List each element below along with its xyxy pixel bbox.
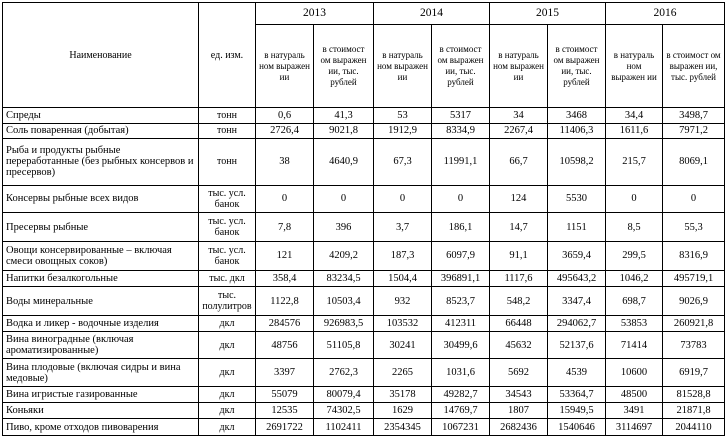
row-unit: тыс. полулитров <box>199 287 256 316</box>
row-value: 45632 <box>490 331 548 359</box>
row-value: 3347,4 <box>548 287 606 316</box>
row-value: 2682436 <box>490 419 548 436</box>
row-name: Водка и ликер - водочные изделия <box>3 316 199 332</box>
row-value: 81528,8 <box>663 387 725 403</box>
row-value: 3659,4 <box>548 242 606 271</box>
row-value: 55079 <box>256 387 314 403</box>
row-value: 66,7 <box>490 139 548 186</box>
table-row <box>3 402 725 419</box>
row-value: 358,4 <box>256 270 314 287</box>
row-value: 52137,6 <box>548 331 606 359</box>
row-value: 121 <box>256 242 314 271</box>
table-row <box>3 123 725 139</box>
row-name: Вина игристые газированные <box>3 387 199 403</box>
row-value: 80079,4 <box>314 387 374 403</box>
row-value: 932 <box>374 287 432 316</box>
row-value: 0 <box>663 185 725 213</box>
header-value-2016: в стоимост ом выражен ии, тыс. рублей <box>663 25 725 108</box>
row-value: 260921,8 <box>663 316 725 332</box>
row-value: 0 <box>606 185 663 213</box>
row-value: 6097,9 <box>432 242 490 271</box>
row-value: 2265 <box>374 359 432 387</box>
row-value: 14,7 <box>490 213 548 242</box>
row-value: 74302,5 <box>314 402 374 419</box>
row-value: 1046,2 <box>606 270 663 287</box>
row-name: Пиво, кроме отходов пивоварения <box>3 419 199 436</box>
row-value: 34543 <box>490 387 548 403</box>
row-value: 2267,4 <box>490 123 548 139</box>
row-value: 1912,9 <box>374 123 432 139</box>
row-name: Вина виноградные (включая ароматизированные) <box>3 331 199 359</box>
row-value: 53853 <box>606 316 663 332</box>
row-value: 0 <box>314 185 374 213</box>
row-unit: дкл <box>199 316 256 332</box>
row-value: 3491 <box>606 402 663 419</box>
row-value: 5530 <box>548 185 606 213</box>
row-value: 30499,6 <box>432 331 490 359</box>
row-value: 1102411 <box>314 419 374 436</box>
row-unit: тонн <box>199 123 256 139</box>
row-value: 4209,2 <box>314 242 374 271</box>
table-row <box>3 331 725 359</box>
row-value: 8069,1 <box>663 139 725 186</box>
row-value: 11991,1 <box>432 139 490 186</box>
row-value: 294062,7 <box>548 316 606 332</box>
row-value: 10503,4 <box>314 287 374 316</box>
row-value: 34 <box>490 108 548 124</box>
row-value: 396 <box>314 213 374 242</box>
table-row <box>3 387 725 403</box>
row-value: 51105,8 <box>314 331 374 359</box>
row-name: Воды минеральные <box>3 287 199 316</box>
header-natural-2016: в натураль ном выражен ии <box>606 25 663 108</box>
row-value: 215,7 <box>606 139 663 186</box>
header-year-2014: 2014 <box>374 3 490 25</box>
row-value: 1807 <box>490 402 548 419</box>
row-name: Рыба и продукты рыбные переработанные (без рыбных консервов и пресервов) <box>3 139 199 186</box>
row-value: 4539 <box>548 359 606 387</box>
row-name: Напитки безалкогольные <box>3 270 199 287</box>
row-value: 0 <box>432 185 490 213</box>
row-value: 1611,6 <box>606 123 663 139</box>
row-value: 38 <box>256 139 314 186</box>
row-value: 55,3 <box>663 213 725 242</box>
table-row <box>3 287 725 316</box>
row-name: Спреды <box>3 108 199 124</box>
table-row <box>3 242 725 271</box>
header-year-2016: 2016 <box>606 3 725 25</box>
row-value: 9026,9 <box>663 287 725 316</box>
row-value: 53364,7 <box>548 387 606 403</box>
row-value: 53 <box>374 108 432 124</box>
row-value: 83234,5 <box>314 270 374 287</box>
header-natural-2013: в натураль ном выражен ии <box>256 25 314 108</box>
row-value: 187,3 <box>374 242 432 271</box>
row-value: 48756 <box>256 331 314 359</box>
row-value: 21871,8 <box>663 402 725 419</box>
row-value: 396891,1 <box>432 270 490 287</box>
row-unit: тыс. усл. банок <box>199 185 256 213</box>
row-value: 91,1 <box>490 242 548 271</box>
row-value: 299,5 <box>606 242 663 271</box>
row-value: 3498,7 <box>663 108 725 124</box>
row-value: 34,4 <box>606 108 663 124</box>
table-row <box>3 139 725 186</box>
row-value: 10598,2 <box>548 139 606 186</box>
row-value: 49282,7 <box>432 387 490 403</box>
table-row <box>3 108 725 124</box>
header-value-2015: в стоимост ом выражен ии, тыс. рублей <box>548 25 606 108</box>
row-value: 67,3 <box>374 139 432 186</box>
table-row <box>3 213 725 242</box>
row-unit: дкл <box>199 331 256 359</box>
row-value: 412311 <box>432 316 490 332</box>
row-value: 6919,7 <box>663 359 725 387</box>
table-row <box>3 316 725 332</box>
row-value: 3397 <box>256 359 314 387</box>
row-value: 1540646 <box>548 419 606 436</box>
row-value: 48500 <box>606 387 663 403</box>
row-unit: тыс. усл. банок <box>199 242 256 271</box>
row-value: 1504,4 <box>374 270 432 287</box>
row-value: 0,6 <box>256 108 314 124</box>
row-value: 1151 <box>548 213 606 242</box>
row-value: 2726,4 <box>256 123 314 139</box>
header-value-2014: в стоимост ом выражен ии, тыс. рублей <box>432 25 490 108</box>
row-value: 30241 <box>374 331 432 359</box>
row-name: Овощи консервированные – включая смеси овощных соков) <box>3 242 199 271</box>
row-value: 103532 <box>374 316 432 332</box>
row-value: 2044110 <box>663 419 725 436</box>
row-value: 35178 <box>374 387 432 403</box>
row-value: 2762,3 <box>314 359 374 387</box>
table-row <box>3 359 725 387</box>
row-value: 3,7 <box>374 213 432 242</box>
row-value: 548,2 <box>490 287 548 316</box>
row-value: 3114697 <box>606 419 663 436</box>
row-value: 186,1 <box>432 213 490 242</box>
row-value: 2354345 <box>374 419 432 436</box>
row-name: Соль поваренная (добытая) <box>3 123 199 139</box>
row-value: 71414 <box>606 331 663 359</box>
row-value: 1067231 <box>432 419 490 436</box>
row-value: 7971,2 <box>663 123 725 139</box>
row-unit: дкл <box>199 359 256 387</box>
row-value: 5317 <box>432 108 490 124</box>
row-value: 10600 <box>606 359 663 387</box>
row-value: 284576 <box>256 316 314 332</box>
row-value: 14769,7 <box>432 402 490 419</box>
header-year-2015: 2015 <box>490 3 606 25</box>
row-value: 41,3 <box>314 108 374 124</box>
row-value: 0 <box>374 185 432 213</box>
header-name: Наименование <box>3 3 199 108</box>
row-value: 1122,8 <box>256 287 314 316</box>
row-value: 2691722 <box>256 419 314 436</box>
row-value: 11406,3 <box>548 123 606 139</box>
header-unit: ед. изм. <box>199 3 256 108</box>
row-value: 8334,9 <box>432 123 490 139</box>
row-name: Консервы рыбные всех видов <box>3 185 199 213</box>
row-value: 1117,6 <box>490 270 548 287</box>
row-unit: дкл <box>199 419 256 436</box>
row-value: 0 <box>256 185 314 213</box>
header-year-2013: 2013 <box>256 3 374 25</box>
row-value: 73783 <box>663 331 725 359</box>
row-unit: тыс. дкл <box>199 270 256 287</box>
row-value: 12535 <box>256 402 314 419</box>
row-value: 124 <box>490 185 548 213</box>
row-value: 66448 <box>490 316 548 332</box>
header-value-2013: в стоимост ом выражен ии, тыс. рублей <box>314 25 374 108</box>
row-value: 4640,9 <box>314 139 374 186</box>
row-value: 8,5 <box>606 213 663 242</box>
row-value: 926983,5 <box>314 316 374 332</box>
row-value: 15949,5 <box>548 402 606 419</box>
table-row <box>3 270 725 287</box>
header-natural-2014: в натураль ном выражен ии <box>374 25 432 108</box>
row-name: Вина плодовые (включая сидры и вина медовые) <box>3 359 199 387</box>
row-value: 1629 <box>374 402 432 419</box>
table-row <box>3 185 725 213</box>
row-value: 8523,7 <box>432 287 490 316</box>
row-value: 495719,1 <box>663 270 725 287</box>
header-natural-2015: в натураль ном выражен ии <box>490 25 548 108</box>
table-row <box>3 419 725 436</box>
row-unit: тонн <box>199 108 256 124</box>
row-value: 9021,8 <box>314 123 374 139</box>
row-value: 495643,2 <box>548 270 606 287</box>
production-table <box>2 2 725 436</box>
row-unit: дкл <box>199 402 256 419</box>
row-unit: тыс. усл. банок <box>199 213 256 242</box>
row-value: 3468 <box>548 108 606 124</box>
row-value: 698,7 <box>606 287 663 316</box>
row-name: Коньяки <box>3 402 199 419</box>
row-value: 8316,9 <box>663 242 725 271</box>
row-name: Пресервы рыбные <box>3 213 199 242</box>
row-unit: дкл <box>199 387 256 403</box>
row-value: 1031,6 <box>432 359 490 387</box>
row-unit: тонн <box>199 139 256 186</box>
row-value: 7,8 <box>256 213 314 242</box>
row-value: 5692 <box>490 359 548 387</box>
